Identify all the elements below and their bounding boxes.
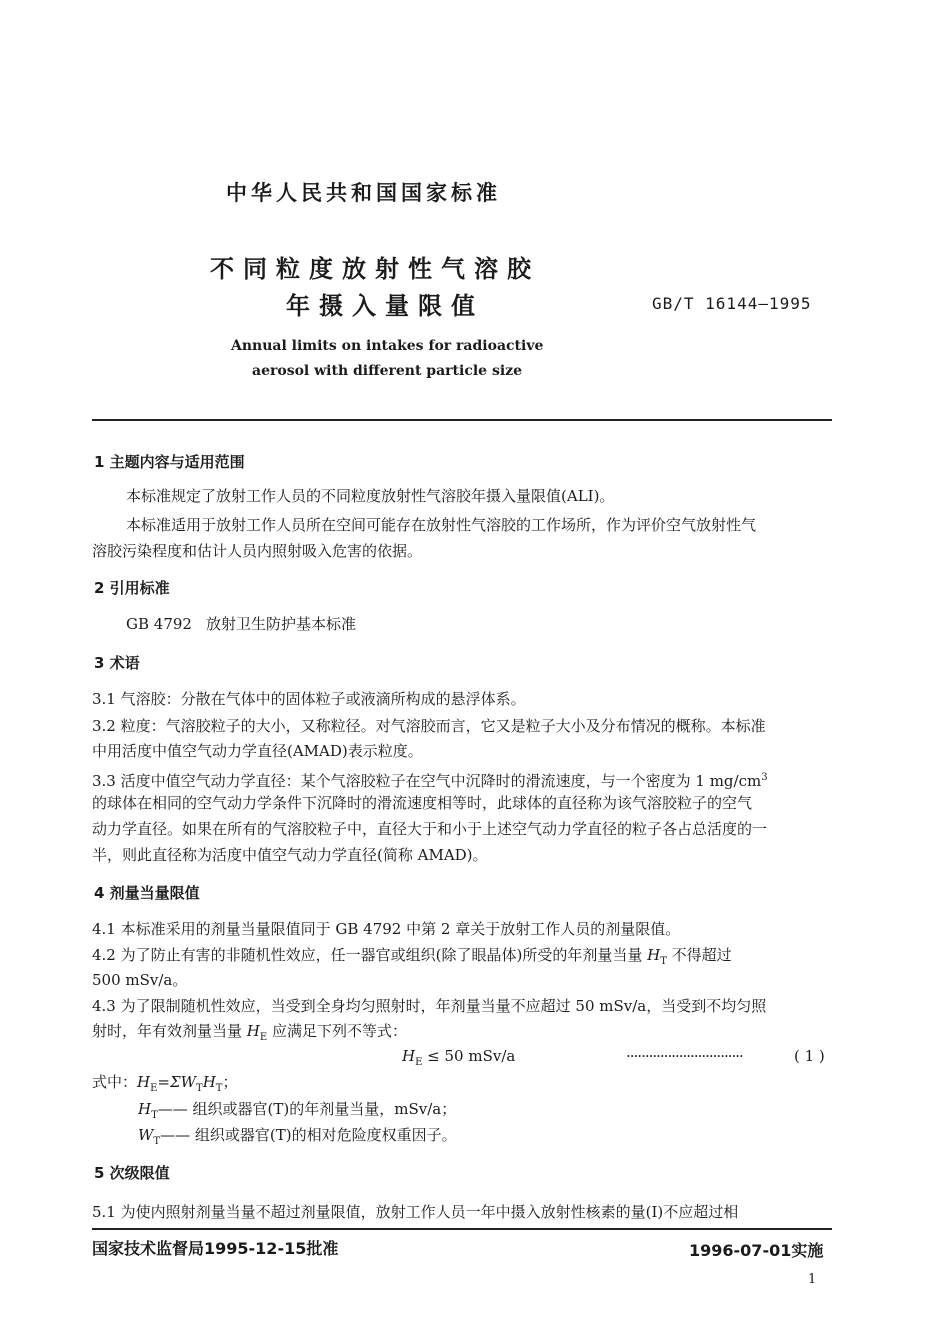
section-1-paragraph-2-line2: 溶胶污染程度和估计人员内照射吸入危害的依据。 <box>92 542 423 560</box>
clause-4-3-text-a: 射时，年有效剂量当量 <box>92 1022 247 1040</box>
definition-wt-subscript: T <box>153 1136 161 1147</box>
dose-symbol-he-subscript: E <box>259 1032 268 1043</box>
clause-4-2-line1 <box>92 944 732 973</box>
effective-date: 1996-07-01实施 <box>689 1241 824 1260</box>
clause-4-3-line2 <box>92 1020 407 1049</box>
inequality-formula <box>402 1045 515 1074</box>
term-3-2-line2: 中用活度中值空气动力学直径(AMAD)表示粒度。 <box>92 742 423 760</box>
standard-number: GB/T 16144—1995 <box>652 294 812 313</box>
where-end-mark: ； <box>222 1073 238 1091</box>
section-1-heading: 1 主题内容与适用范围 <box>94 453 245 471</box>
document-title-line1: 不同粒度放射性气溶胶 <box>210 255 540 283</box>
section-4-heading: 4 剂量当量限值 <box>94 884 200 902</box>
definition-ht-text: —— 组织或器官(T)的年剂量当量，mSv/a； <box>157 1100 457 1118</box>
formula-symbol-h: H <box>402 1047 416 1065</box>
formula-number: ( 1 ) <box>794 1047 825 1065</box>
where-label: 式中： <box>92 1073 138 1091</box>
english-title-line2: aerosol with different particle size <box>252 363 523 379</box>
term-3-3-line4: 半，则此直径称为活度中值空气动力学直径(简称 AMAD)。 <box>92 846 488 864</box>
where-sum-w: =ΣW <box>157 1073 197 1091</box>
cubic-superscript: 3 <box>761 772 768 783</box>
formula-expression: ≤ 50 mSv/a <box>422 1047 516 1065</box>
clause-4-2-text-b: 不得超过 <box>666 946 732 964</box>
clause-4-3-text-b: 应满足下列不等式： <box>267 1022 407 1040</box>
term-3-3-line3: 动力学直径。如果在所有的气溶胶粒子中，直径大于和小于上述空气动力学直径的粒子各占总活度的一 <box>92 820 768 838</box>
reference-title: 放射卫生防护基本标准 <box>206 615 357 633</box>
approval-date: 国家技术监督局1995-12-15批准 <box>92 1239 339 1258</box>
where-sum-h-subscript: T <box>215 1083 223 1094</box>
section-1-paragraph-2-line1: 本标准适用于放射工作人员所在空间可能存在放射性气溶胶的工作场所，作为评价空气放射性气 <box>126 516 757 534</box>
where-line <box>92 1071 237 1100</box>
where-sum-w-subscript: T <box>196 1083 203 1094</box>
section-3-heading: 3 术语 <box>94 654 140 672</box>
document-title-line2: 年摄入量限值 <box>286 292 484 320</box>
definition-ht <box>138 1098 456 1127</box>
where-symbol-h: H <box>137 1073 151 1091</box>
term-3-1: 3.1 气溶胶：分散在气体中的固体粒子或液滴所构成的悬浮体系。 <box>92 690 526 708</box>
definition-wt <box>138 1124 457 1153</box>
english-title-line1: Annual limits on intakes for radioactive <box>231 338 544 354</box>
clause-4-1: 4.1 本标准采用的剂量当量限值同于 GB 4792 中第 2 章关于放射工作人员的剂量限值。 <box>92 920 681 938</box>
definition-wt-text: —— 组织或器官(T)的相对危险度权重因子。 <box>160 1126 457 1144</box>
definition-ht-symbol: H <box>138 1100 152 1118</box>
formula-symbol-subscript: E <box>415 1057 423 1068</box>
term-3-3-line2: 的球体在相同的空气动力学条件下沉降时的滑流速度相等时，此球体的直径称为该气溶胶粒子的空气 <box>92 794 753 812</box>
definition-ht-subscript: T <box>151 1110 158 1121</box>
term-3-2-line1: 3.2 粒度：气溶胶粒子的大小，又称粒径。对气溶胶而言，它又是粒子大小及分布情况的概称。本标准 <box>92 717 766 735</box>
dose-symbol-he: H <box>246 1022 260 1040</box>
section-5-heading: 5 次级限值 <box>94 1164 170 1182</box>
definition-wt-symbol: W <box>138 1126 154 1144</box>
clause-4-2-line2: 500 mSv/a。 <box>92 971 188 989</box>
footer-divider <box>92 1228 832 1230</box>
page-number: 1 <box>808 1272 817 1287</box>
clause-4-2-text-a: 4.2 为了防止有害的非随机性效应，任一器官或组织(除了眼晶体)所受的年剂量当量 <box>92 946 648 964</box>
term-3-3-line1 <box>92 766 768 793</box>
section-1-paragraph-1: 本标准规定了放射工作人员的不同粒度放射性气溶胶年摄入量限值(ALI)。 <box>126 487 615 505</box>
reference-code: GB 4792 <box>126 615 192 633</box>
where-sum-h: H <box>202 1073 216 1091</box>
formula-leader-dots: ······························· <box>626 1047 743 1065</box>
clause-5-1: 5.1 为使内照射剂量当量不超过剂量限值，放射工作人员一年中摄入放射性核素的量(I)不应超过相 <box>92 1203 739 1221</box>
dose-symbol-ht: H <box>647 946 661 964</box>
clause-4-3-line1: 4.3 为了限制随机性效应，当受到全身均匀照射时，年剂量当量不应超过 50 mSv/a，当受到不均匀照 <box>92 997 767 1015</box>
issuing-country-header: 中华人民共和国国家标准 <box>226 181 501 205</box>
dose-symbol-ht-subscript: T <box>660 956 667 967</box>
header-divider <box>92 419 832 421</box>
term-3-3-line1-text: 3.3 活度中值空气动力学直径：某个气溶胶粒子在空气中沉降时的滑流速度，与一个密度为 1 mg/cm <box>92 772 762 790</box>
where-symbol-h-subscript: E <box>150 1083 158 1094</box>
section-2-heading: 2 引用标准 <box>94 579 170 597</box>
